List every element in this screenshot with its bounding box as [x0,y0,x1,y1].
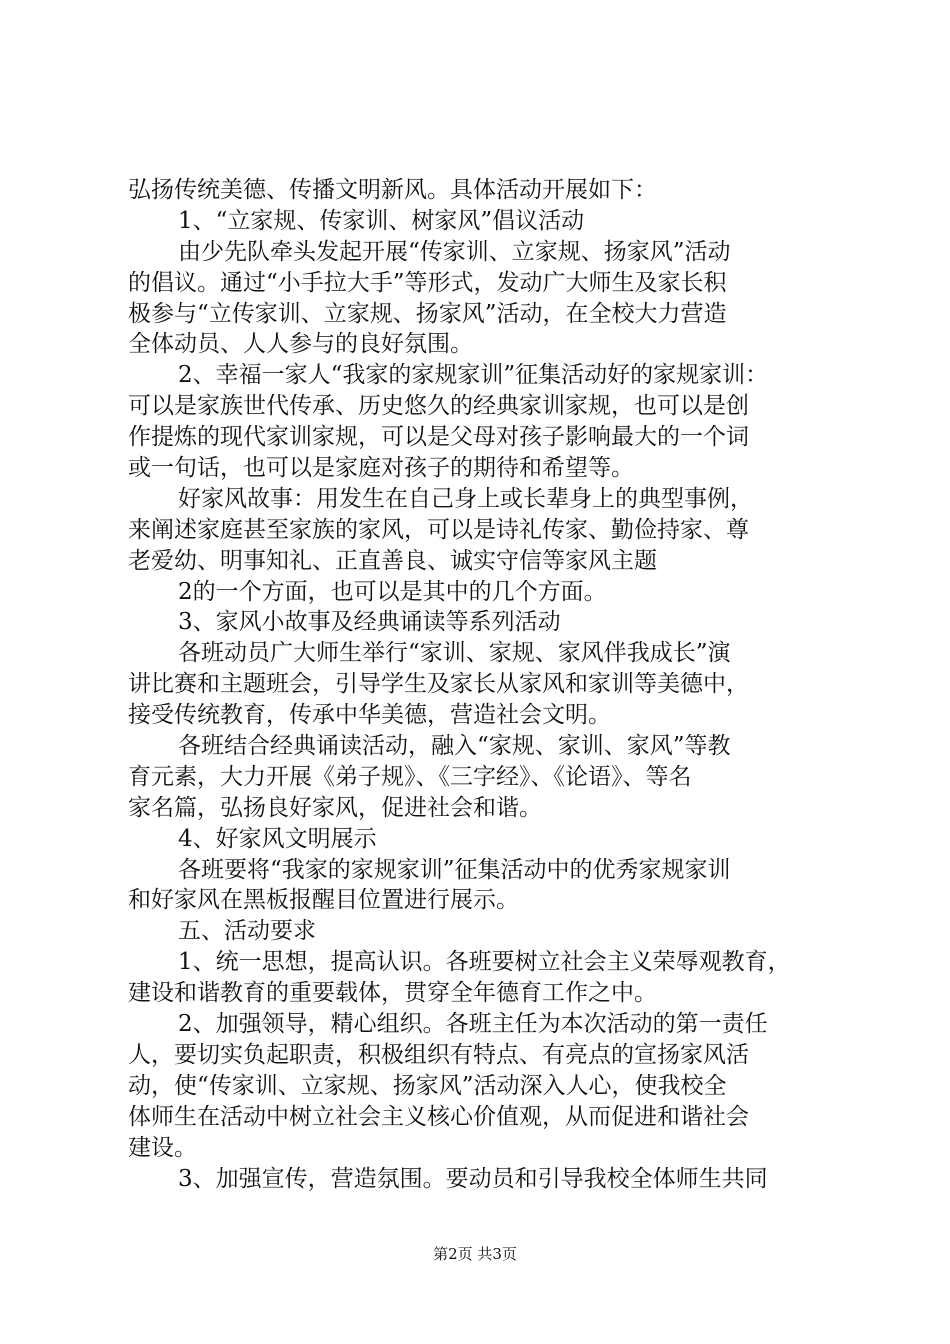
text-line: 各班动员广大师生举行“家训、家规、家风伴我成长”演 [178,640,731,667]
text-line: 3、家风小故事及经典诵读等系列活动 [178,609,561,636]
document-body [128,175,836,1194]
text-line: 各班要将“我家的家规家训”征集活动中的优秀家规家训 [178,856,731,883]
text-line: 或一句话，也可以是家庭对孩子的期待和希望等。 [128,455,634,482]
page-footer: 第2页 共3页 [433,1245,517,1263]
text-line: 体师生在活动中树立社会主义核心价值观，从而促进和谐社会 [128,1103,749,1130]
text-line: 2、幸福一家人“我家的家规家训”征集活动好的家规家训： [178,362,769,389]
text-line: 2的一个方面，也可以是其中的几个方面。 [178,578,607,605]
text-line: 全体动员、人人参与的良好氛围。 [128,331,473,358]
text-line: 和好家风在黑板报醒目位置进行展示。 [128,887,519,914]
text-line: 老爱幼、明事知礼、正直善良、诚实守信等家风主题 [128,547,657,574]
text-line: 五、活动要求 [178,918,316,945]
text-line: 建设和谐教育的重要载体，贯穿全年德育工作之中。 [128,980,657,1007]
text-line: 各班结合经典诵读活动，融入“家规、家训、家风”等教 [178,733,731,760]
text-line: 1、“立家规、传家训、树家风”倡议活动 [178,207,585,234]
text-line: 作提炼的现代家训家规，可以是父母对孩子影响最大的一个词 [128,424,749,451]
text-line: 弘扬传统美德、传播文明新风。具体活动开展如下： [128,177,657,203]
text-line: 3、加强宣传，营造氛围。要动员和引导我校全体师生共同 [178,1165,768,1192]
text-line: 动，使“传家训、立家规、扬家风”活动深入人心，使我校全 [128,1072,727,1099]
text-line: 2、加强领导，精心组织。各班主任为本次活动的第一责任 [178,1011,768,1038]
text-line: 家名篇，弘扬良好家风，促进社会和谐。 [128,794,542,821]
text-line: 育元素，大力开展《弟子规》、《三字经》、《论语》、等名 [128,763,692,790]
text-line: 4、好家风文明展示 [178,825,377,852]
text-line: 由少先队牵头发起开展“传家训、立家规、扬家风”活动 [178,238,731,265]
text-line: 1、统一思想，提高认识。各班要树立社会主义荣辱观教育， [178,949,791,976]
text-line: 可以是家族世代传承、历史悠久的经典家训家规，也可以是创 [128,393,749,420]
text-line: 讲比赛和主题班会，引导学生及家长从家风和家训等美德中， [128,671,749,698]
text-line: 的倡议。通过“小手拉大手”等形式，发动广大师生及家长积 [128,269,727,296]
text-line: 人，要切实负起职责，积极组织有特点、有亮点的宣扬家风活 [128,1041,749,1068]
text-line: 接受传统教育，传承中华美德，营造社会文明。 [128,702,611,729]
text-line: 来阐述家庭甚至家族的家风，可以是诗礼传家、勤俭持家、尊 [128,516,749,543]
text-line: 建设。 [128,1134,197,1161]
text-line: 极参与“立传家训、立家规、扬家风”活动，在全校大力营造 [128,300,727,327]
text-line: 好家风故事：用发生在自己身上或长辈身上的典型事例， [178,485,753,512]
